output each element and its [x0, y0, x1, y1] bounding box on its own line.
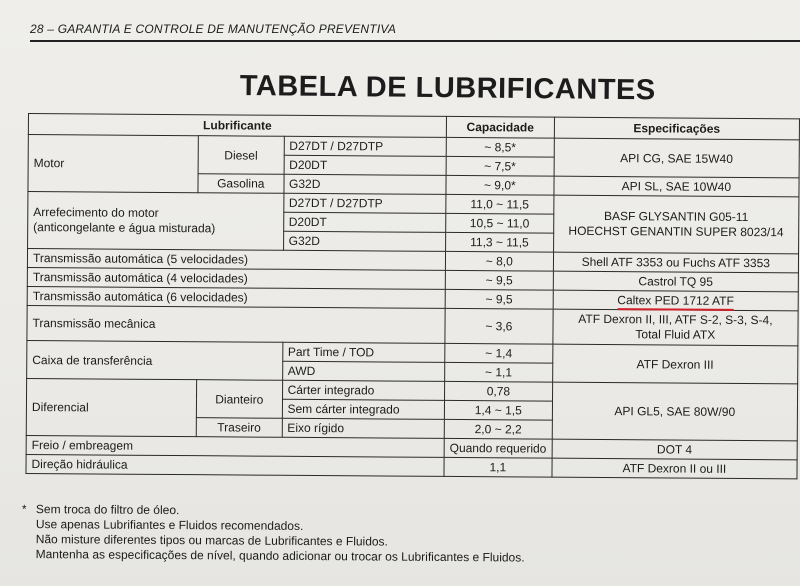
sub-cell: AWD [282, 361, 445, 381]
row-label-caixa: Caixa de transferência [27, 340, 283, 380]
model-cell: G32D [283, 174, 446, 194]
spec-highlighted: Caltex PED 1712 ATF [617, 293, 734, 311]
sub-cell: Eixo rígido [282, 418, 445, 438]
capacity-cell: 11,3 ~ 11,5 [446, 232, 554, 252]
page-title: TABELA DE LUBRIFICANTES [239, 70, 656, 107]
capacity-cell: ~ 9,5 [445, 289, 553, 309]
footnote-text: Sem troca do filtro de óleo. [35, 502, 180, 518]
row-label-trans4: Transmissão automática (4 velocidades) [27, 267, 445, 289]
spec-cell [553, 309, 799, 346]
row-label-trans6: Transmissão automática (6 velocidades) [27, 286, 445, 308]
spec-cell: DOT 4 [552, 439, 797, 460]
row-label-arrefecimento [28, 192, 284, 251]
capacity-cell: ~ 1,4 [445, 343, 553, 363]
model-cell: D20DT [284, 155, 447, 175]
arrefecimento-label-line2: (anticongelante e água misturada) [33, 220, 216, 236]
capacity-cell: 0,78 [444, 381, 552, 401]
capacity-cell: ~ 7,5* [446, 156, 554, 176]
spec-cell: ATF Dexron III [552, 344, 798, 384]
sub-cell: Sem cárter integrado [282, 399, 445, 419]
footnote-asterisk: * [21, 502, 27, 517]
capacity-cell: ~ 1,1 [445, 362, 553, 382]
page-header: 28 – GARANTIA E CONTROLE DE MANUTENÇÃO PREVENTIVA [30, 22, 397, 36]
capacity-cell: 2,0 ~ 2,2 [444, 419, 552, 439]
spec-cell: Castrol TQ 95 [553, 271, 798, 292]
spec-cell: Shell ATF 3353 ou Fuchs ATF 3353 [553, 252, 798, 273]
spec-line: HOECHST GENANTIN SUPER 8023/14 [568, 223, 784, 240]
diferencial-dianteiro: Dianteiro [196, 380, 282, 419]
fuel-diesel: Diesel [198, 136, 284, 175]
footnote: Não misture diferentes tipos ou marcas de Lubrificantes e Fluidos. [35, 532, 388, 549]
col-header-especificacoes: Especificações [554, 117, 799, 140]
col-header-capacidade: Capacidade [446, 116, 554, 138]
spec-cell: ATF Dexron II ou III [552, 458, 797, 479]
model-cell: D27DT / D27DTP [284, 136, 447, 156]
row-label-freio: Freio / embreagem [26, 435, 444, 457]
capacity-cell: ~ 8,5* [446, 137, 554, 157]
capacity-cell: 11,0 ~ 11,5 [446, 194, 554, 214]
sub-cell: Part Time / TOD [282, 342, 445, 362]
lubricants-table [25, 113, 800, 479]
capacity-cell: 1,1 [444, 457, 552, 477]
spec-line: BASF GLYSANTIN G05-11 [603, 209, 749, 225]
fuel-gasolina: Gasolina [198, 174, 284, 194]
capacity-cell: ~ 9,5 [445, 270, 553, 290]
header-rule [30, 40, 800, 42]
footnote: Use apenas Lubrifiantes e Fluidos recomendados. [35, 517, 304, 533]
footnote: Mantenha as especificações de nível, quando adicionar ou trocar os Lubrificantes e Fluidos. [35, 547, 525, 565]
capacity-cell: 1,4 ~ 1,5 [444, 400, 552, 420]
capacity-cell: Quando requerido [444, 438, 552, 458]
sub-cell: Cárter integrado [282, 380, 445, 400]
model-cell: D27DT / D27DTP [283, 193, 446, 213]
spec-line: ATF Dexron II, III, ATF S-2, S-3, S-4, [578, 311, 773, 328]
capacity-cell: ~ 8,0 [445, 251, 553, 271]
spec-cell [553, 195, 799, 254]
row-label-mecanica: Transmissão mecânica [27, 305, 445, 343]
spec-cell: API GL5, SAE 80W/90 [552, 382, 798, 441]
spec-cell [553, 290, 798, 311]
arrefecimento-label-line1: Arrefecimento do motor [33, 205, 159, 220]
row-label-direcao: Direção hidráulica [26, 454, 444, 476]
spec-cell: API CG, SAE 15W40 [554, 138, 800, 178]
footnotes [22, 502, 525, 566]
row-label-motor: Motor [28, 135, 198, 193]
capacity-cell: ~ 9,0* [446, 175, 554, 195]
row-label-trans5: Transmissão automática (5 velocidades) [27, 249, 445, 271]
row-label-diferencial: Diferencial [26, 378, 196, 436]
capacity-cell: 10,5 ~ 11,0 [446, 213, 554, 233]
col-header-lubrificante: Lubrificante [28, 114, 446, 138]
table-row [27, 305, 798, 345]
model-cell: D20DT [283, 212, 446, 232]
capacity-cell: ~ 3,6 [445, 308, 553, 344]
spec-line: Total Fluid ATX [635, 327, 716, 342]
diferencial-traseiro: Traseiro [196, 418, 282, 438]
model-cell: G32D [283, 231, 446, 251]
spec-cell: API SL, SAE 10W40 [554, 176, 799, 197]
